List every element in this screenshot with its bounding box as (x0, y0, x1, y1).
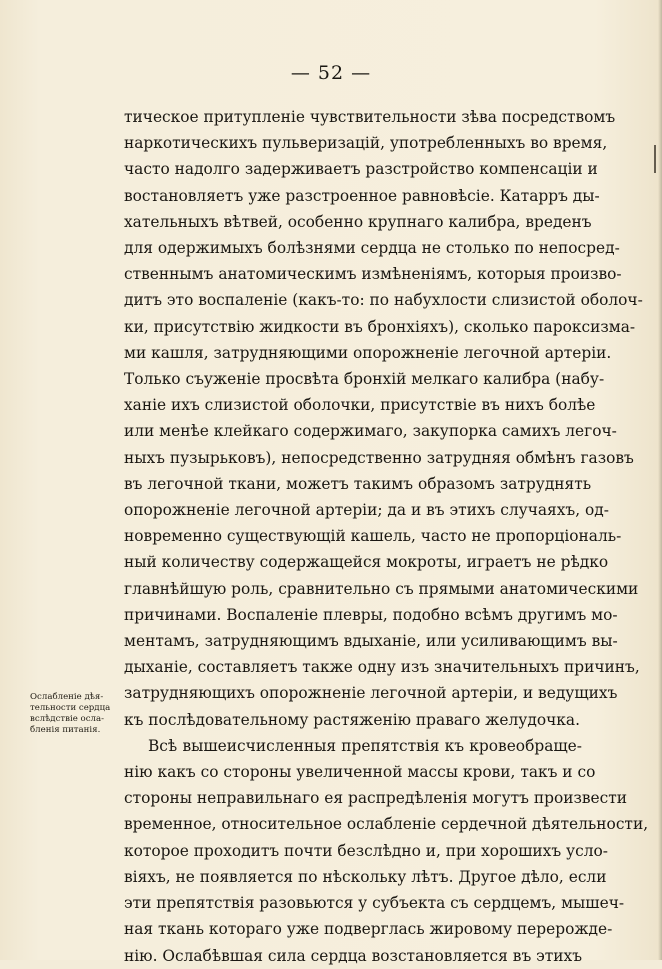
margin-note (30, 692, 110, 736)
margin-note-line: тельности сердца (30, 703, 111, 713)
text-line: дыханіе, составляетъ также одну изъ значительныхъ причинъ, (124, 658, 640, 677)
edge-mark (654, 145, 656, 173)
paragraph-2 (124, 733, 649, 969)
text-line: стороны неправильнаго ея распредѣленія могутъ произвести (124, 789, 628, 808)
page-number: — 52 — (290, 62, 372, 84)
margin-note-line: бленія питанія. (30, 725, 101, 735)
paragraph-1 (124, 104, 643, 733)
text-line: ки, присутствію жидкости въ бронхіяхъ), сколько пароксизма- (124, 317, 636, 336)
text-line: ментамъ, затрудняющимъ вдыханіе, или усиливающимъ вы- (124, 632, 618, 651)
text-line: новременно существующій кашель, часто не пропорціональ- (124, 527, 622, 546)
text-line: для одержимыхъ болѣзнями сердца не столько по непосред- (124, 239, 620, 258)
text-line: временное, относительное ослабленіе сердечной дѣятельности, (124, 815, 649, 834)
text-line: къ послѣдовательному растяженію праваго желудочка. (124, 710, 580, 729)
page-edge-shadow (658, 0, 662, 960)
text-line: которое проходитъ почти безслѣдно и, при хорошихъ усло- (124, 841, 608, 860)
text-line: дитъ это воспаленіе (какъ-то: по набухлости слизистой оболоч- (124, 291, 643, 310)
text-line: ми кашля, затрудняющими опорожненіе легочной артеріи. (124, 343, 612, 362)
text-line: опорожненіе легочной артеріи; да и въ этихъ случаяхъ, од- (124, 501, 609, 520)
text-line: затрудняющихъ опорожненіе легочной артеріи, и ведущихъ (124, 684, 618, 703)
text-line: нію какъ со стороны увеличенной массы крови, такъ и со (124, 763, 596, 782)
text-line: тическое притупленіе чувствительности зѣва посредствомъ (124, 108, 616, 126)
text-line: въ легочной ткани, можетъ такимъ образомъ затруднять (124, 474, 592, 493)
text-line: ный количеству содержащейся мокроты, играетъ не рѣдко (124, 553, 609, 572)
text-line: ственнымъ анатомическимъ измѣненіямъ, которыя произво- (124, 265, 622, 284)
text-line: причинами. Воспаленіе плевры, подобно всѣмъ другимъ мо- (124, 605, 618, 624)
text-line: нію. Ослабѣвшая сила сердца возстановляется въ этихъ (124, 946, 582, 965)
text-line: или менѣе клейкаго содержимаго, закупорка самихъ легоч- (124, 422, 617, 441)
text-line: часто надолго задерживаетъ разстройство компенсаціи и (124, 160, 598, 179)
margin-note-line: вслѣдствіе осла- (30, 714, 105, 724)
text-line: Только съуженіе просвѣта бронхій мелкаго калибра (набу- (124, 370, 605, 389)
text-line: Всѣ вышеисчисленныя препятствія къ кровеобраще- (148, 736, 582, 755)
text-line: ныхъ пузырьковъ), непосредственно затрудняя обмѣнъ газовъ (124, 448, 634, 467)
text-line: главнѣйшую роль, сравнительно съ прямыми анатомическими (124, 579, 639, 598)
margin-note-line: Ослабленіе дѣя- (30, 692, 104, 702)
text-line: наркотическихъ пульверизацій, употребленныхъ во время, (124, 134, 608, 153)
text-line: віяхъ, не появляется по нѣскольку лѣтъ. Другое дѣло, если (124, 867, 607, 886)
text-line: эти препятствія разовьются у субъекта съ сердцемъ, мышеч- (124, 894, 625, 913)
main-text (124, 104, 649, 969)
text-line: хательныхъ вѣтвей, особенно крупнаго калибра, вреденъ (124, 212, 592, 231)
text-line: ханіе ихъ слизистой оболочки, присутствіе въ нихъ болѣе (124, 396, 596, 415)
text-line: ная ткань котораго уже подверглась жировому перерожде- (124, 920, 613, 939)
text-line: востановляетъ уже разстроенное равновѣсіе. Катарръ ды- (124, 186, 600, 205)
